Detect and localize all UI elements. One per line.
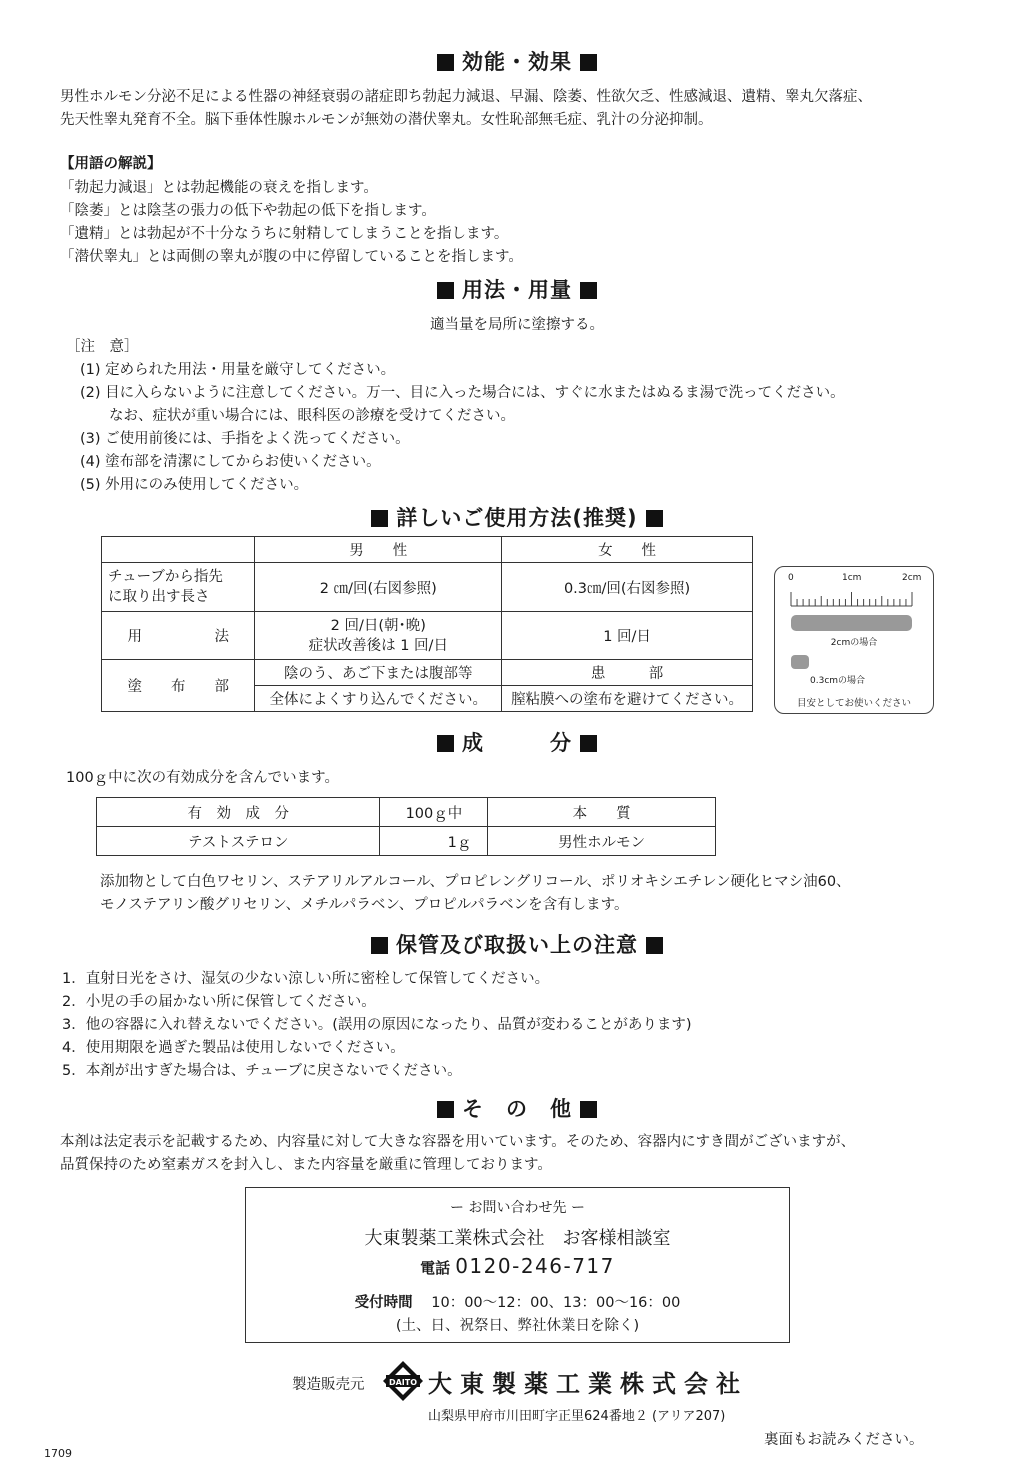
dosage-title: 用法・用量 <box>462 278 572 302</box>
table-cell: 塗 布 部 <box>102 660 255 712</box>
table-cell: 1ｇ <box>380 827 488 856</box>
table-header-cell: 男 性 <box>255 537 502 563</box>
additives-line: 添加物として白色ワセリン、ステアリルアルコール、プロピレングリコール、ポリオキシエチレン硬化ヒマシ油60、 <box>100 874 851 890</box>
tube-03cm-bar <box>791 655 809 669</box>
square-bullet-icon <box>646 937 663 954</box>
table-header-cell <box>102 537 255 563</box>
caution-title: ［注 意］ <box>66 339 139 355</box>
ruler-icon <box>775 585 933 609</box>
usage-title: 詳しいご使用方法(推奨) <box>396 506 638 530</box>
table-cell: 陰のう、あご下または腹部等 <box>255 660 502 686</box>
daito-logo <box>382 1360 424 1402</box>
storage-item: 1．直射日光をさけ、湿気の少ない涼しい所に密栓して保管してください。 <box>62 971 550 987</box>
table-row <box>102 563 753 612</box>
hours-value: 10：00〜12：00、13：00〜16：00 <box>431 1295 681 1311</box>
table-row <box>102 537 753 563</box>
ingredients-table <box>96 797 716 856</box>
contact-box <box>245 1187 790 1343</box>
maker-address: 山梨県甲府市川田町字正里624番地２ (アリア207) <box>428 1409 726 1424</box>
maker-name: 大東製薬工業株式会社 <box>428 1370 748 1398</box>
square-bullet-icon <box>437 1101 454 1118</box>
usage-heading <box>0 502 1034 532</box>
scale-label-2cm: 2cmの場合 <box>830 638 878 648</box>
document-code: 1709 <box>44 1447 72 1460</box>
contact-company: 大東製薬工業株式会社 お客様相談室 <box>364 1228 671 1249</box>
table-cell: 膣粘膜への塗布を避けてください。 <box>502 686 753 712</box>
table-cell: 2 ㎝/回(右図参照) <box>255 563 502 612</box>
square-bullet-icon <box>580 1101 597 1118</box>
storage-item: 5．本剤が出すぎた場合は、チューブに戻さないでください。 <box>62 1063 462 1079</box>
table-header-cell: 女 性 <box>502 537 753 563</box>
dosage-text: 適当量を局所に塗擦する。 <box>430 317 604 333</box>
caution-item: (4) 塗布部を清潔にしてからお使いください。 <box>80 454 381 470</box>
square-bullet-icon <box>646 510 663 527</box>
square-bullet-icon <box>437 54 454 71</box>
efficacy-line: 男性ホルモン分泌不足による性器の神経衰弱の諸症即ち勃起力減退、早漏、陰萎、性欲欠乏、性感減退、遺精、睾丸欠落症、 <box>60 89 872 105</box>
table-row <box>102 660 753 686</box>
storage-item: 2．小児の手の届かない所に保管してください。 <box>62 994 376 1010</box>
contact-heading: ー お問い合わせ先 ー <box>450 1200 585 1216</box>
scale-label-03cm: 0.3cmの場合 <box>810 676 866 686</box>
table-header-cell: 本 質 <box>488 798 716 827</box>
efficacy-line: 先天性睾丸発育不全。脳下垂体性腺ホルモンが無効の潜伏睾丸。女性恥部無毛症、乳汁の分泌抑制。 <box>60 112 713 128</box>
storage-item: 3．他の容器に入れ替えないでください。(誤用の原因になったり、品質が変わることがあります) <box>62 1017 692 1033</box>
efficacy-heading <box>0 46 1034 76</box>
tube-2cm-bar <box>791 615 912 631</box>
square-bullet-icon <box>371 937 388 954</box>
ingredients-intro: 100ｇ中に次の有効成分を含んでいます。 <box>66 770 340 786</box>
storage-item: 4．使用期限を過ぎた製品は使用しないでください。 <box>62 1040 405 1056</box>
square-bullet-icon <box>437 735 454 752</box>
scale-diagram <box>774 566 934 714</box>
scale-note: 目安としてお使いください <box>796 698 911 709</box>
glossary-item: 「陰萎」とは陰茎の張力の低下や勃起の低下を指します。 <box>60 203 436 219</box>
dosage-heading <box>0 274 1034 304</box>
table-header-cell: 有 効 成 分 <box>97 798 380 827</box>
ingredients-heading <box>0 727 1034 757</box>
maker-label: 製造販売元 <box>292 1377 365 1393</box>
efficacy-title: 効能・効果 <box>462 50 572 74</box>
table-cell: 用 法 <box>102 612 255 660</box>
table-cell: 1 回/日 <box>502 612 753 660</box>
glossary-item: 「潜伏睾丸」とは両側の睾丸が腹の中に停留していることを指します。 <box>60 249 523 265</box>
other-line: 品質保持のため窒素ガスを封入し、また内容量を厳重に管理しております。 <box>60 1157 552 1173</box>
table-cell: 患 部 <box>502 660 753 686</box>
table-row <box>97 827 716 856</box>
contact-phone-row <box>246 1254 789 1278</box>
table-cell: 0.3㎝/回(右図参照) <box>502 563 753 612</box>
contact-closed: (土、日、祝祭日、弊社休業日を除く) <box>395 1318 640 1334</box>
storage-heading <box>0 929 1034 959</box>
daito-logo-icon <box>382 1360 424 1402</box>
other-heading <box>0 1093 1034 1123</box>
ingredients-title: 成 分 <box>462 731 572 755</box>
scale-tick-label: 2cm <box>902 573 922 583</box>
read-back-note: 裏面もお読みください。 <box>764 1432 924 1448</box>
scale-tick-label: 0 <box>788 573 794 583</box>
table-cell: テストステロン <box>97 827 380 856</box>
caution-item: (1) 定められた用法・用量を厳守してください。 <box>80 362 396 378</box>
hours-label: 受付時間 <box>354 1295 413 1311</box>
table-cell: 2 回/日(朝･晩) 症状改善後は 1 回/日 <box>255 612 502 660</box>
glossary-item: 「勃起力減退」とは勃起機能の衰えを指します。 <box>60 180 378 196</box>
other-line: 本剤は法定表示を記載するため、内容量に対して大きな容器を用いています。そのため、容器内にすき間がございますが、 <box>60 1134 856 1150</box>
table-cell: チューブから指先 に取り出す長さ <box>102 563 255 612</box>
square-bullet-icon <box>580 54 597 71</box>
table-row <box>97 798 716 827</box>
storage-title: 保管及び取扱い上の注意 <box>396 933 638 957</box>
square-bullet-icon <box>371 510 388 527</box>
usage-table <box>101 536 753 712</box>
glossary-title: 【用語の解説】 <box>60 156 162 172</box>
logo-text: DAITO <box>388 1378 418 1387</box>
table-row <box>102 612 753 660</box>
glossary-item: 「遺精」とは勃起が不十分なうちに射精してしまうことを指します。 <box>60 226 509 242</box>
caution-item: (3) ご使用前後には、手指をよく洗ってください。 <box>80 431 410 447</box>
square-bullet-icon <box>580 282 597 299</box>
table-cell: 全体によくすり込んでください。 <box>255 686 502 712</box>
other-title: そ の 他 <box>462 1097 572 1121</box>
caution-item: なお、症状が重い場合には、眼科医の診療を受けてください。 <box>109 408 515 424</box>
square-bullet-icon <box>437 282 454 299</box>
additives-line: モノステアリン酸グリセリン、メチルパラベン、プロピルパラベンを含有します。 <box>100 897 629 913</box>
table-header-cell: 100ｇ中 <box>380 798 488 827</box>
contact-hours-row <box>246 1291 789 1312</box>
table-cell: 男性ホルモン <box>488 827 716 856</box>
phone-label: 電話 <box>420 1259 451 1277</box>
phone-number: 0120-246-717 <box>455 1254 615 1278</box>
caution-item: (5) 外用にのみ使用してください。 <box>80 477 309 493</box>
caution-item: (2) 目に入らないように注意してください。万一、目に入った場合には、すぐに水またはぬるま湯で洗ってください。 <box>80 385 845 401</box>
square-bullet-icon <box>580 735 597 752</box>
scale-tick-label: 1cm <box>842 573 862 583</box>
